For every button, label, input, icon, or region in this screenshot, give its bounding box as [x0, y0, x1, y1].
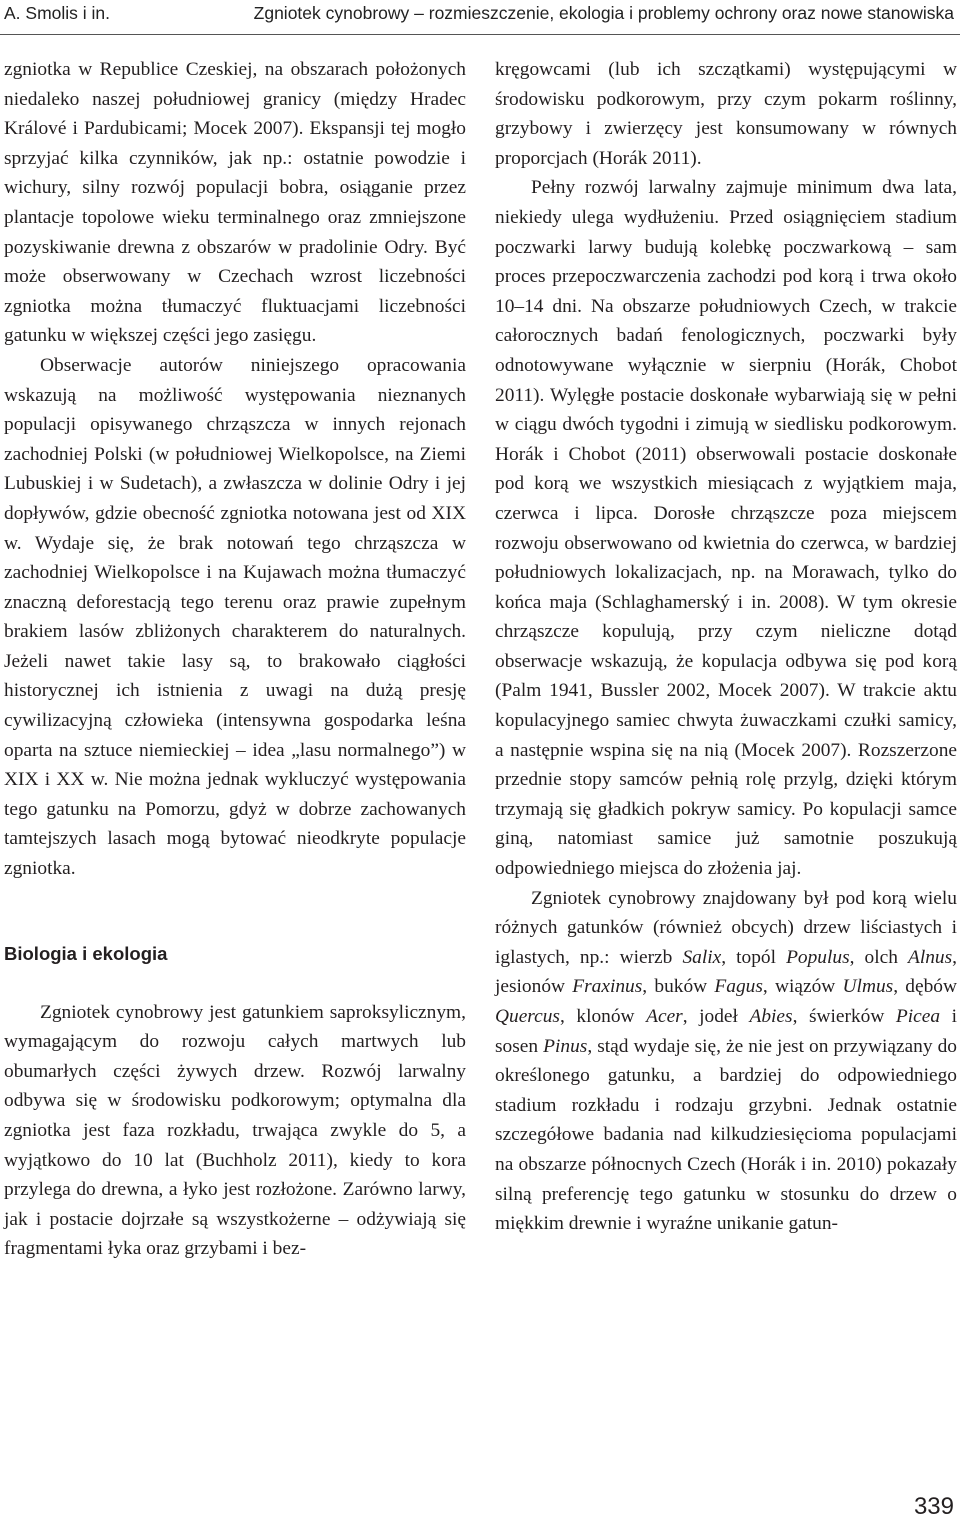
paragraph: Obserwacje autorów niniejszego opracowania wskazują na możliwość występowania nieznanych populacji opisywanego chrząszcza w innych rejonach zachodniej Polski (w południowej Wielkopolsce, na Ziemi Lubuskiej i w Sudetach), a zwłaszcza w dolinie Odry i jej dopływów, gdzie obecność zgniotka notowana jest od XIX w. Wydaje się, że brak notowań tego chrząszcza w zachodniej Wielkopolsce i na Kujawach można tłumaczyć znaczną deforestacją tego terenu oraz prawie zupełnym brakiem lasów zbliżonych charakterem do naturalnych. Jeżeli nawet takie lasy są, to brakowało ciągłości historycznej ich istnienia z uwagi na dużą presję cywilizacyjną człowieka (intensywna gospodarka leśna oparta na sztuce niemieckiej – idea „lasu normalnego”) w XIX i XX w. Nie można jednak wykluczyć występowania tego gatunku na Pomorzu, gdyż w dobrze zachowanych tamtejszych lasach mogą bytować nieodkryte populacje zgniotka. [4, 354, 466, 880]
genus-name: Picea [895, 1006, 941, 1027]
text-run: , wiązów [762, 976, 843, 998]
paragraph-host-trees [495, 884, 957, 1239]
genus-name: Acer [646, 1006, 683, 1027]
right-column [495, 55, 957, 1239]
genus-name: Abies [749, 1006, 793, 1027]
genus-name: Fraxinus [572, 976, 643, 998]
genus-name: Fagus [714, 976, 763, 998]
header-authors: A. Smolis i in. [4, 3, 110, 23]
genus-name: Pinus [543, 1035, 588, 1057]
header-title: Zgniotek cynobrowy – rozmieszczenie, ekologia i problemy ochrony oraz nowe stanowiska [253, 3, 954, 23]
page-number: 339 [913, 1493, 954, 1520]
text-run: i sosen [495, 1006, 958, 1057]
section-heading: Biologia i ekologia [4, 942, 168, 964]
genus-name: Alnus [907, 946, 953, 968]
genus-name: Quercus [495, 1006, 560, 1027]
genus-name: Ulmus [842, 976, 894, 998]
text-run: , jesionów [495, 946, 958, 998]
text-run: , buków [642, 976, 715, 998]
left-column [4, 55, 466, 1264]
text-run: , świerków [792, 1006, 896, 1027]
text-run: , stąd wydaje się, że nie jest on przywiązany do określonego gatunku, a bardziej do odpowiedniego stadium rozkładu i rodzaju grzybni. Jednak ostatnie szczegółowe badania nad kilkudziesięcioma populacjami na obszarze północnych Czech (Horák i in. 2010) pokazały silną preferencję tego gatunku w stosunku do drzew o miękkim drewnie i wyraźne unikanie gatun- [495, 1035, 957, 1235]
paragraph: zgniotka w Republice Czeskiej, na obszarach położonych niedaleko naszej południowej granicy (między Hradec Králové i Pardubicami; Mocek 2007). Ekspansji tej mogło sprzyjać kilka czynników, jak np.: ostatnie powodzie i wichury, silny rozwój populacji bobra, osiąganie przez plantacje topolowe wieku terminalnego oraz zmniejszone pozyskiwanie drewna z obszarów w pradolinie Odry. Być może obserwowany w Czechach wzrost liczebności zgniotka można tłumaczyć fluktuacjami liczebności gatunku w większej części jego zasięgu. [4, 59, 466, 347]
paragraph: Pełny rozwój larwalny zajmuje minimum dwa lata, niekiedy ulega wydłużeniu. Przed osiągnięciem stadium poczwarki larwy budują kolebkę poczwarkową – sam proces przepoczwarczenia zachodzi pod korą i trwa około 10–14 dni. Na obszarze południowych Czech, w trakcie całorocznych badań fenologicznych, poczwarki były odnotowywane wyłącznie w sierpniu (Horák, Chobot 2011). Wylęgłe postacie doskonałe wybarwiają się w pełni w ciągu dwóch tygodni i zimują w siedlisku podkorowym. Horák i Chobot (2011) obserwowali postacie doskonałe pod korą we wszystkich miesiącach z wyjątkiem maja, czerwca i lipca. Dorosłe chrząszcze poza miejscem rozwoju obserwowano od kwietnia do czerwca, w bardziej południowych lokalizacjach, np. na Morawach, tylko do końca maja (Schlaghamerský i in. 2008). W tym okresie chrząszcze kopulują, przy czym nieliczne dotąd obserwacje wskazują, że kopulacja odbywa się pod korą (Palm 1941, Bussler 2002, Mocek 2007). W trakcie aktu kopulacyjnego samiec chwyta żuwaczkami czułki samicy, a następnie wspina się na nią (Mocek 2007). Rozszerzone przednie stopy samców pełnią rolę przylg, dzięki którym trzymają się gładkich pokryw samicy. Po kopulacji samce giną, natomiast samice już samotnie poszukują odpowiedniego miejsca do złożenia jaj. [495, 177, 957, 880]
text-run: Zgniotek cynobrowy znajdowany był pod korą wielu różnych gatunków (również obcych) drzew liściastych i iglastych, np.: wierzb [495, 887, 957, 968]
text-run: , dębów [893, 976, 957, 998]
paragraph: Zgniotek cynobrowy jest gatunkiem saproksylicznym, wymagającym do rozwoju całych martwych lub obumarłych części żywych drzew. Rozwój larwalny odbywa się w środowisku podkorowym; optymalna dla zgniotka jest faza rozkładu, trwająca zwykle do 5, a wyjątkowo do 10 lat (Buchholz 2011), kiedy to kora przylega do drewna, a łyko jest rozłożone. Zarówno larwy, jak i postacie dojrzałe są wszystkożerne – odżywiają się fragmentami łyka oraz grzybami i bez- [4, 1001, 466, 1260]
paragraph: kręgowcami (lub ich szczątkami) występującymi w środowisku podkorowym, przy czym pokarm roślinny, grzybowy i zwierzęcy jest konsumowany w równych proporcjach (Horák 2011). [495, 59, 957, 169]
text-run: , olch [849, 946, 908, 968]
genus-name: Populus [786, 946, 850, 968]
text-run: , topól [721, 946, 787, 968]
genus-name: Salix [682, 946, 722, 968]
text-run: , jodeł [682, 1006, 750, 1027]
text-run: , klonów [559, 1006, 647, 1027]
running-header [0, 0, 960, 35]
